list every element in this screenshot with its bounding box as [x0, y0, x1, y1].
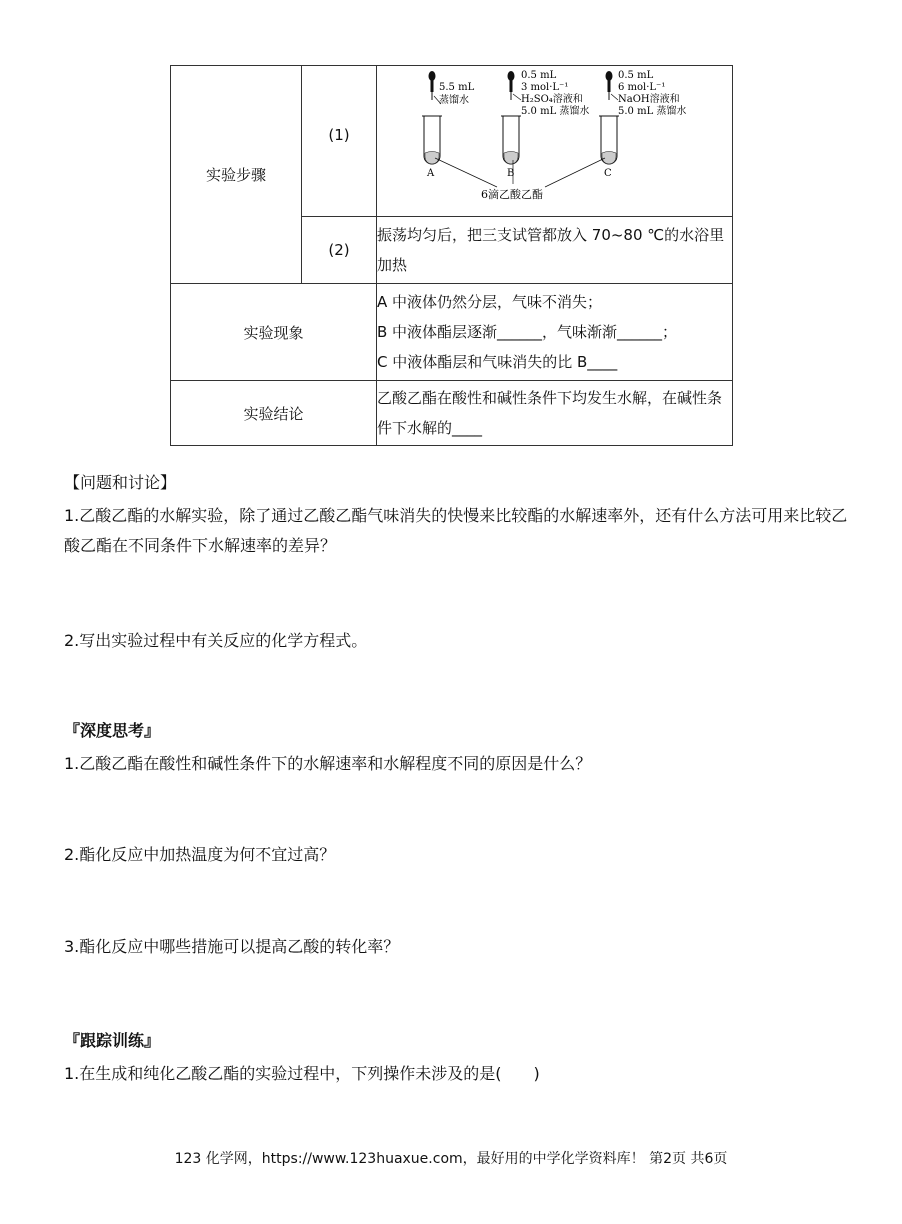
conclusion-label: 实验结论 [171, 381, 377, 446]
test-tube-b-icon [501, 116, 521, 164]
tube-b-letter: B [507, 168, 515, 179]
tube-c-line2: 6 mol·L⁻¹ [618, 82, 666, 93]
step2-text: 振荡均匀后，把三支试管都放入 70~80 ℃的水浴里加热 [377, 217, 733, 284]
tube-a-line2: 蒸馏水 [439, 95, 469, 106]
dropper-c-icon [606, 71, 613, 100]
discussion-q1: 1.乙酸乙酯的水解实验，除了通过乙酸乙酯气味消失的快慢来比较酯的水解速率外，还有什么方法可用来比较乙酸乙酯在不同条件下水解速率的差异？ [64, 506, 848, 555]
steps-label: 实验步骤 [171, 66, 302, 284]
step2-label: (2) [302, 217, 377, 284]
experiment-table [170, 65, 733, 446]
deep-q1: 1.乙酸乙酯在酸性和碱性条件下的水解速率和水解程度不同的原因是什么？ [64, 754, 592, 773]
training-q1: 1.在生成和纯化乙酸乙酯的实验过程中，下列操作未涉及的是( ) [64, 1064, 540, 1083]
step1-label: (1) [302, 66, 377, 217]
phenomena-label: 实验现象 [171, 284, 377, 381]
phenomena-a: A 中液体仍然分层，气味不消失； [377, 293, 603, 311]
phenomena-b: B 中液体酯层逐渐______，气味渐渐______； [377, 323, 678, 341]
tube-c-line1: 0.5 mL [618, 70, 654, 81]
tube-b-line3: H₂SO₄溶液和 [521, 94, 583, 105]
test-tube-diagram [377, 66, 731, 212]
tube-c-line4: 5.0 mL 蒸馏水 [618, 106, 687, 117]
discussion-heading: 【问题和讨论】 [64, 473, 177, 492]
dropper-a-icon [429, 71, 436, 100]
tube-a-letter: A [427, 168, 435, 179]
test-tube-c-icon [599, 116, 619, 164]
tube-c-line3: NaOH溶液和 [618, 94, 680, 105]
discussion-q2: 2.写出实验过程中有关反应的化学方程式。 [64, 631, 368, 650]
phenomena-cell [377, 284, 733, 381]
page-footer: 123 化学网，https://www.123huaxue.com，最好用的中学化学资料库！ 第2页 共6页 [174, 1151, 728, 1167]
dropper-b-icon [508, 71, 515, 100]
experiment-diagram [377, 66, 733, 217]
phenomena-c: C 中液体酯层和气味消失的比 B____ [377, 353, 618, 371]
tube-b-line2: 3 mol·L⁻¹ [521, 82, 569, 93]
conclusion-text: 乙酸乙酯在酸性和碱性条件下均发生水解，在碱性条件下水解的____ [377, 381, 733, 446]
ethyl-acetate-label: 6滴乙酸乙酯 [481, 188, 543, 201]
training-heading: 『跟踪训练』 [64, 1031, 161, 1050]
test-tube-a-icon [422, 116, 442, 164]
deep-q3: 3.酯化反应中哪些措施可以提高乙酸的转化率？ [64, 937, 400, 956]
tube-b-line1: 0.5 mL [521, 70, 557, 81]
tube-c-letter: C [604, 168, 612, 179]
deep-heading: 『深度思考』 [64, 721, 161, 740]
deep-q2: 2.酯化反应中加热温度为何不宜过高？ [64, 845, 336, 864]
tube-a-line1: 5.5 mL [439, 82, 475, 93]
tube-b-line4: 5.0 mL 蒸馏水 [521, 106, 590, 117]
